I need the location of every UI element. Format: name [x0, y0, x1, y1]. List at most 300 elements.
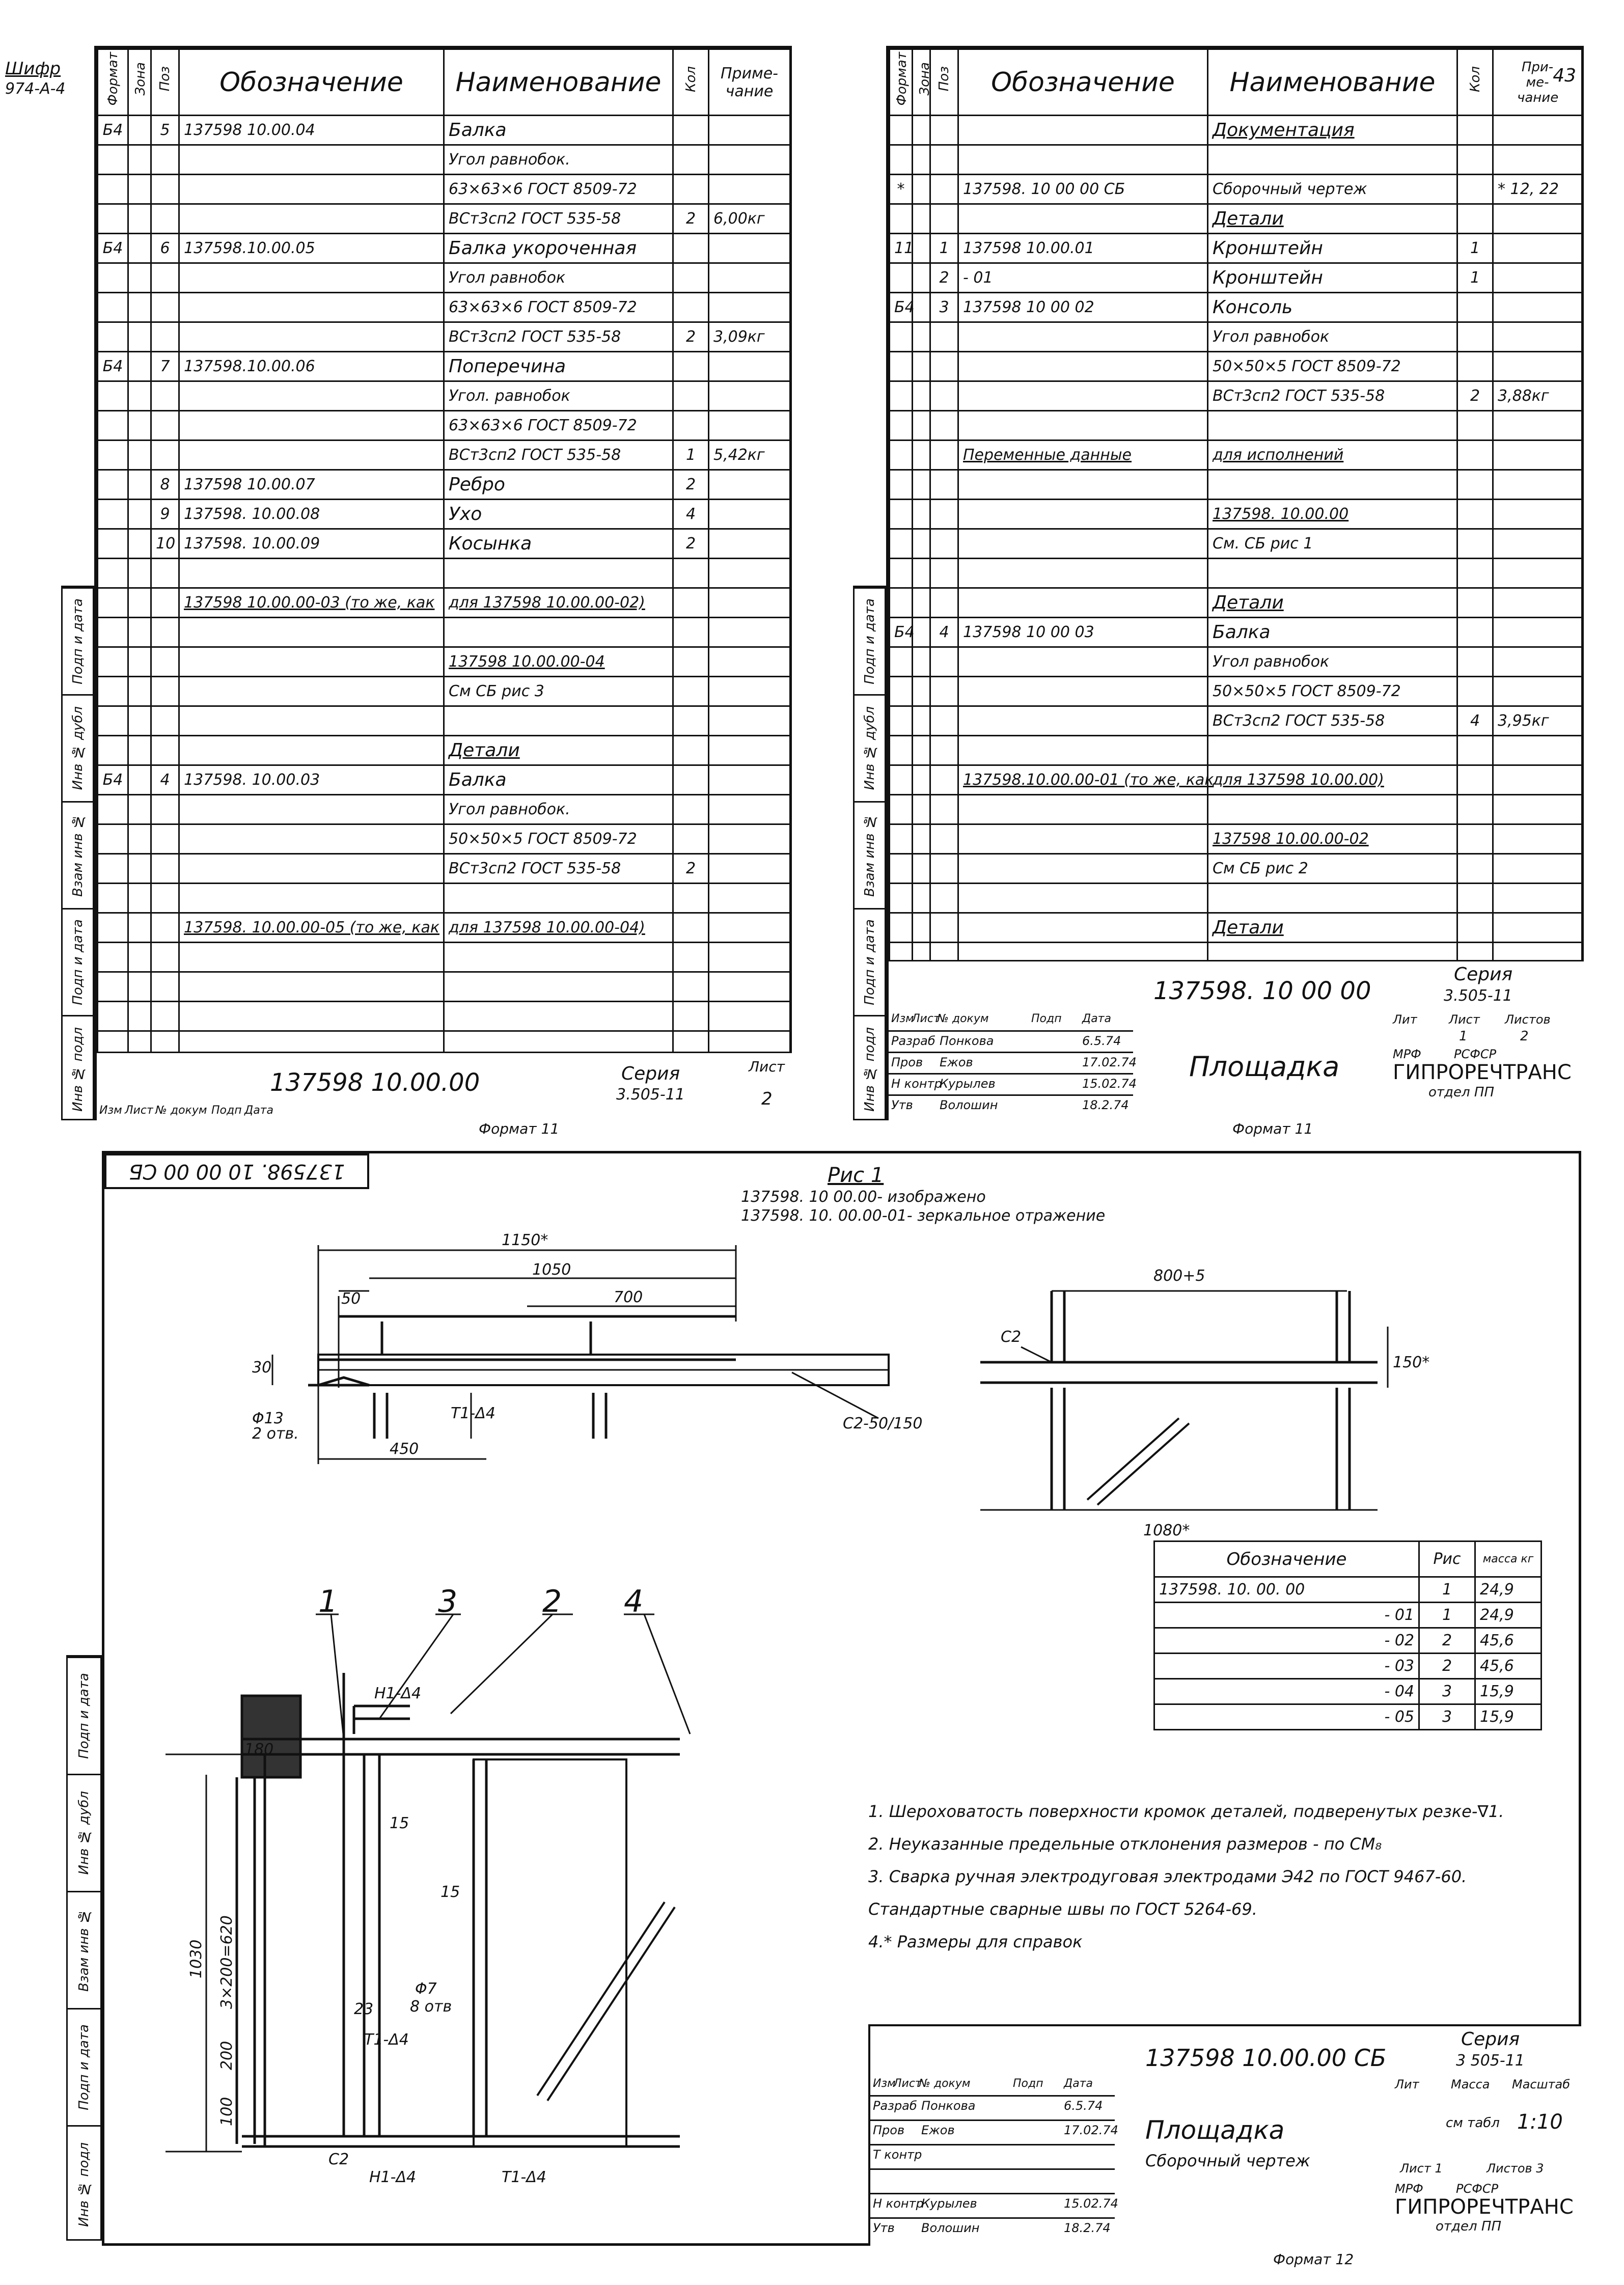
right-cell-fmt [890, 470, 913, 500]
right-row [890, 204, 1582, 234]
left-cell-name: ВСт3сп2 ГОСТ 535-58 [444, 441, 673, 470]
right-cell-note [1493, 411, 1582, 441]
stamp-row [889, 1052, 1137, 1073]
right-stamp-sign: Подп [1031, 1012, 1062, 1025]
left-cell-zone [128, 765, 151, 795]
left-cell-des: 137598. 10.00.00-05 (то же, как [179, 913, 444, 943]
right-cell-name: Балка [1208, 618, 1457, 647]
left-row [98, 411, 790, 441]
right-cell-des [958, 647, 1208, 677]
left-cell-zone [128, 854, 151, 884]
stamp-role: Пров [873, 2123, 905, 2137]
note-line: 1. Шероховатость поверхности кромок деталей, подверенутых резке-∇1. [868, 1802, 1504, 1821]
left-cell-note: 3,09кг [709, 322, 790, 352]
right-cell-fmt [890, 913, 913, 943]
variants-table [1153, 1540, 1542, 1730]
left-cell-des [179, 175, 444, 204]
left-row [98, 175, 790, 204]
dim-50: 50 [341, 1290, 361, 1308]
left-cell-fmt: Б4 [98, 352, 128, 381]
left-cell-note [709, 706, 790, 736]
right-cell-name [1208, 736, 1457, 765]
stamp-name: Волошин [921, 2221, 980, 2235]
stamp-date: 18.2.74 [1064, 2221, 1111, 2235]
left-cell-zone [128, 824, 151, 854]
dim-800: 800+5 [1153, 1267, 1205, 1285]
right-cell-qty [1457, 175, 1493, 204]
left-cell-des [179, 145, 444, 175]
right-cell-qty [1457, 441, 1493, 470]
right-cell-zone [913, 824, 930, 854]
dim-200: 200 [218, 2041, 236, 2070]
left-cell-zone [128, 293, 151, 322]
stamp-role: Н контр [873, 2196, 924, 2211]
right-cell-fmt [890, 381, 913, 411]
left-cell-fmt [98, 263, 128, 293]
right-stamp-org2: РСФСР [1454, 1047, 1497, 1061]
stamp-date: 6.5.74 [1064, 2099, 1103, 2113]
left-row [98, 647, 790, 677]
dim-30: 30 [252, 1359, 272, 1376]
stamp-name: Курылев [940, 1077, 996, 1091]
left-footer-stamp [97, 1052, 792, 1120]
right-cell-note [1493, 647, 1582, 677]
right-cell-qty [1457, 765, 1493, 795]
vt-col-designation: Обозначение [1154, 1541, 1419, 1577]
left-cell-zone [128, 618, 151, 647]
left-cell-qty: 1 [673, 441, 709, 470]
stamp-name: Курылев [921, 2196, 977, 2211]
left-cell-name: Ребро [444, 470, 673, 500]
left-cell-fmt: Б4 [98, 765, 128, 795]
right-stamp-docnum: № докум [937, 1012, 989, 1025]
stamp-role: Утв [873, 2221, 895, 2235]
left-cell-fmt [98, 647, 128, 677]
left-row [98, 706, 790, 736]
right-cell-des [958, 145, 1208, 175]
right-cell-name [1208, 559, 1457, 588]
left-row [98, 441, 790, 470]
left-cell-name: ВСт3сп2 ГОСТ 535-58 [444, 204, 673, 234]
left-cell-name: Ухо [444, 500, 673, 529]
left-cell-pos [151, 1002, 179, 1031]
right-cell-note [1493, 559, 1582, 588]
right-cell-fmt: Б4 [890, 293, 913, 322]
right-cell-zone [913, 381, 930, 411]
right-cell-qty [1457, 529, 1493, 559]
right-cell-zone [913, 322, 930, 352]
right-row [890, 824, 1582, 854]
stamp-name: Понкова [921, 2099, 976, 2113]
left-cell-name: См СБ рис 3 [444, 677, 673, 706]
left-cell-note [709, 854, 790, 884]
left-cell-pos [151, 972, 179, 1002]
stamp-name: Ежов [940, 1055, 973, 1069]
stamp-role: Разраб [891, 1034, 935, 1048]
right-cell-des: 137598 10.00.01 [958, 234, 1208, 263]
right-cell-pos [930, 884, 958, 913]
right-row [890, 647, 1582, 677]
right-cell-fmt [890, 116, 913, 145]
left-cell-qty [673, 381, 709, 411]
left-cell-pos [151, 647, 179, 677]
right-cell-pos [930, 352, 958, 381]
left-cell-name: Угол. равнобок [444, 381, 673, 411]
right-cell-name [1208, 795, 1457, 824]
right-cell-qty [1457, 618, 1493, 647]
variant-cell: - 03 [1154, 1654, 1419, 1679]
dim-15a: 15 [390, 1814, 409, 1832]
right-cell-note: * 12, 22 [1493, 175, 1582, 204]
col-qty: Кол [683, 66, 699, 92]
asm-stamp-sign: Подп [1013, 2077, 1043, 2090]
left-cell-zone [128, 381, 151, 411]
left-row [98, 529, 790, 559]
left-cell-pos [151, 677, 179, 706]
asm-stamp-org2: РСФСР [1456, 2182, 1499, 2196]
left-cell-name: Угол равнобок [444, 263, 673, 293]
right-cell-note: 3,88кг [1493, 381, 1582, 411]
right-cell-des [958, 204, 1208, 234]
right-stamp-org3: ГИПРОРЕЧТРАНС [1393, 1061, 1572, 1084]
left-cell-note [709, 972, 790, 1002]
left-cell-des: 137598.10.00.05 [179, 234, 444, 263]
right-row [890, 322, 1582, 352]
right-cell-des [958, 470, 1208, 500]
side-label: Подп и дата [862, 598, 877, 684]
left-cell-zone [128, 470, 151, 500]
left-cell-zone [128, 116, 151, 145]
right-cell-qty [1457, 411, 1493, 441]
right-cell-fmt [890, 588, 913, 618]
stamp-name: Понкова [940, 1034, 994, 1048]
r-col-format: Формат [894, 52, 910, 106]
left-cell-qty [673, 943, 709, 972]
right-cell-note [1493, 854, 1582, 884]
right-cell-name: Угол равнобок [1208, 647, 1457, 677]
right-cell-pos [930, 706, 958, 736]
side-label: Подп и дата [70, 919, 86, 1005]
left-cell-fmt [98, 972, 128, 1002]
right-cell-zone [913, 884, 930, 913]
right-cell-fmt: * [890, 175, 913, 204]
asm-stamp-title: Площадка [1145, 2115, 1285, 2145]
side-label: Инв № подл [70, 1027, 86, 1112]
stamp-role: Т контр [873, 2148, 922, 2162]
r-col-note: При-ме-чание [1517, 59, 1559, 105]
left-cell-fmt: Б4 [98, 116, 128, 145]
right-cell-note [1493, 588, 1582, 618]
right-cell-zone [913, 647, 930, 677]
right-cell-name: Документация [1208, 116, 1457, 145]
left-cell-qty [673, 972, 709, 1002]
right-cell-pos [930, 854, 958, 884]
left-cell-des [179, 1002, 444, 1031]
vt-col-fig: Рис [1419, 1541, 1475, 1577]
asm-stamp-list: Лист 1 [1400, 2161, 1443, 2176]
variant-row [1154, 1679, 1542, 1704]
left-cell-qty: 2 [673, 204, 709, 234]
left-cell-pos [151, 175, 179, 204]
left-cell-des [179, 441, 444, 470]
left-cell-pos [151, 588, 179, 618]
left-cell-name: Угол равнобок. [444, 795, 673, 824]
right-row [890, 765, 1582, 795]
left-cell-qty [673, 795, 709, 824]
left-cell-qty [673, 234, 709, 263]
left-cell-des [179, 618, 444, 647]
left-cell-name [444, 618, 673, 647]
variant-row [1154, 1704, 1542, 1730]
left-row [98, 618, 790, 647]
right-row [890, 234, 1582, 263]
right-cell-qty [1457, 884, 1493, 913]
right-cell-zone [913, 588, 930, 618]
stamp-row [870, 2193, 1118, 2217]
bottom-side-labels [66, 1655, 102, 2241]
right-cell-des: Переменные данные [958, 441, 1208, 470]
right-row [890, 795, 1582, 824]
right-row [890, 677, 1582, 706]
left-cell-zone [128, 943, 151, 972]
right-cell-fmt [890, 884, 913, 913]
right-cell-name: Детали [1208, 913, 1457, 943]
left-cell-qty [673, 677, 709, 706]
left-footer-list: Лист [125, 1104, 153, 1117]
left-cell-pos [151, 795, 179, 824]
left-row [98, 913, 790, 943]
left-cell-note [709, 647, 790, 677]
right-stamp-org4: отдел ПП [1428, 1085, 1495, 1100]
left-row [98, 854, 790, 884]
stamp-row [889, 1073, 1137, 1094]
left-cell-pos [151, 559, 179, 588]
left-row [98, 736, 790, 765]
left-cell-fmt [98, 145, 128, 175]
left-cell-name: Угол равнобок. [444, 145, 673, 175]
side-label-cell [68, 1891, 100, 2008]
left-cell-fmt [98, 677, 128, 706]
right-cell-name [1208, 411, 1457, 441]
left-row [98, 293, 790, 322]
asm-stamp-series-label: Серия [1461, 2029, 1520, 2050]
side-label: Подп и дата [76, 2024, 92, 2110]
right-cell-name: 137598. 10.00.00 [1208, 500, 1457, 529]
right-cell-name [1208, 884, 1457, 913]
plan-view-top [308, 1296, 889, 1439]
right-cell-name [1208, 145, 1457, 175]
left-cell-fmt [98, 706, 128, 736]
left-cell-zone [128, 352, 151, 381]
side-label: Подп и дата [862, 919, 877, 1005]
right-spec-table [889, 48, 1583, 973]
right-row [890, 588, 1582, 618]
left-cell-note [709, 824, 790, 854]
side-label-cell [855, 587, 885, 694]
right-cell-qty [1457, 470, 1493, 500]
right-cell-fmt [890, 145, 913, 175]
stamp-row [870, 2168, 1115, 2193]
left-cell-fmt [98, 618, 128, 647]
stamp-name: Волошин [940, 1098, 998, 1112]
r-col-designation: Обозначение [958, 49, 1208, 116]
asm-stamp-collist: Лист [893, 2077, 922, 2090]
variant-cell: - 04 [1154, 1679, 1419, 1704]
right-cell-fmt [890, 411, 913, 441]
left-cell-note [709, 618, 790, 647]
right-stamp-org1: МРФ [1393, 1047, 1421, 1061]
right-stamp-lists: Листов [1505, 1012, 1551, 1027]
asm-stamp-mass: Масса [1451, 2077, 1490, 2091]
side-label-cell [855, 1015, 885, 1122]
side-label-cell [855, 801, 885, 908]
right-cell-des: 137598 10 00 02 [958, 293, 1208, 322]
left-cell-name [444, 706, 673, 736]
left-cell-pos: 6 [151, 234, 179, 263]
left-cell-pos [151, 263, 179, 293]
left-row [98, 884, 790, 913]
left-footer-sheet-label: Лист [749, 1058, 785, 1075]
right-cell-zone [913, 795, 930, 824]
left-cell-des: 137598 10.00.00-03 (то же, как [179, 588, 444, 618]
left-side-labels [61, 586, 94, 1120]
figure-subtitle-1: 137598. 10 00.00- изображено [741, 1188, 986, 1206]
left-row [98, 322, 790, 352]
asm-stamp-mass-val: см табл [1446, 2115, 1500, 2131]
right-cell-note [1493, 145, 1582, 175]
right-cell-zone [913, 293, 930, 322]
right-cell-zone [913, 706, 930, 736]
stamp-date: 6.5.74 [1082, 1034, 1121, 1048]
left-cell-name [444, 1002, 673, 1031]
right-cell-zone [913, 500, 930, 529]
left-footer-series: 3.505-11 [616, 1086, 685, 1104]
left-footer-date: Дата [244, 1104, 273, 1117]
right-cell-name: для исполнений [1208, 441, 1457, 470]
vt-col-mass: масса кг [1475, 1541, 1542, 1577]
left-cell-zone [128, 204, 151, 234]
right-cell-des [958, 500, 1208, 529]
left-format-caption: Формат 11 [479, 1120, 560, 1137]
asm-stamp-org3: ГИПРОРЕЧТРАНС [1395, 2195, 1574, 2219]
right-cell-des: 137598 10 00 03 [958, 618, 1208, 647]
right-cell-pos [930, 913, 958, 943]
left-cell-des [179, 411, 444, 441]
left-footer-sign: Подп [211, 1104, 242, 1117]
right-cell-pos [930, 588, 958, 618]
left-cell-qty [673, 411, 709, 441]
left-cell-qty [673, 175, 709, 204]
right-row [890, 736, 1582, 765]
stamp-row [870, 2119, 1118, 2144]
left-cell-qty: 4 [673, 500, 709, 529]
left-cell-name: 137598 10.00.00-04 [444, 647, 673, 677]
left-row [98, 765, 790, 795]
right-cell-fmt [890, 736, 913, 765]
stamp-role: Пров [891, 1055, 923, 1069]
variant-row [1154, 1603, 1542, 1628]
left-cell-note [709, 293, 790, 322]
col-zone: Зона [133, 62, 148, 96]
asm-stamp-series: 3 505-11 [1456, 2052, 1525, 2070]
left-cell-qty [673, 293, 709, 322]
right-stamp-lists-val: 2 [1520, 1029, 1529, 1044]
side-label-cell [68, 1657, 100, 1774]
right-cell-name: ВСт3сп2 ГОСТ 535-58 [1208, 381, 1457, 411]
side-label-cell [63, 1015, 93, 1122]
right-cell-qty [1457, 736, 1493, 765]
right-row [890, 352, 1582, 381]
variant-cell: 45,6 [1475, 1654, 1542, 1679]
left-cell-pos: 9 [151, 500, 179, 529]
right-cell-qty [1457, 647, 1493, 677]
left-cell-note [709, 500, 790, 529]
left-row [98, 677, 790, 706]
left-cell-note [709, 234, 790, 263]
right-stamp-title: Площадка [1189, 1051, 1340, 1083]
left-cell-pos [151, 943, 179, 972]
figure-subtitle-2: 137598. 10. 00.00-01- зеркальное отражение [741, 1207, 1106, 1225]
right-cell-qty: 1 [1457, 263, 1493, 293]
left-row [98, 381, 790, 411]
pos-mark-4: 4 [624, 1584, 644, 1619]
right-cell-name: Кронштейн [1208, 263, 1457, 293]
left-row [98, 204, 790, 234]
left-cell-qty [673, 1002, 709, 1031]
left-cell-note [709, 263, 790, 293]
asm-stamp-doc: 137598 10.00.00 СБ [1145, 2044, 1387, 2072]
left-cell-note [709, 795, 790, 824]
left-footer-docnum: № докум [155, 1104, 207, 1117]
left-cell-name [444, 972, 673, 1002]
left-cell-name: Детали [444, 736, 673, 765]
left-row [98, 1002, 790, 1031]
right-stamp-collist: Лист [912, 1012, 940, 1025]
right-cell-name: Детали [1208, 588, 1457, 618]
side-label-cell [68, 2008, 100, 2125]
left-row [98, 263, 790, 293]
left-cell-note [709, 736, 790, 765]
left-cell-fmt [98, 381, 128, 411]
left-cell-des [179, 972, 444, 1002]
side-label: Взам инв № [76, 1909, 92, 1992]
left-cell-note [709, 352, 790, 381]
right-row [890, 618, 1582, 647]
left-cell-pos: 8 [151, 470, 179, 500]
asm-stamp-izm: Изм [873, 2077, 896, 2090]
right-cell-zone [913, 913, 930, 943]
left-cell-name: для 137598 10.00.00-02) [444, 588, 673, 618]
left-cell-fmt [98, 795, 128, 824]
dim-700: 700 [614, 1288, 643, 1306]
side-label-cell [63, 587, 93, 694]
left-cell-zone [128, 677, 151, 706]
side-label: Инв № подл [862, 1027, 877, 1112]
weld-h1-b: Н1-Δ4 [369, 2168, 417, 2186]
left-spec-table [97, 48, 791, 1061]
right-cell-qty [1457, 559, 1493, 588]
dim-1050: 1050 [532, 1261, 571, 1279]
right-cell-note [1493, 352, 1582, 381]
right-spec-body [890, 116, 1582, 972]
col-pos: Поз [157, 66, 173, 92]
right-cell-note [1493, 736, 1582, 765]
right-cell-des [958, 824, 1208, 854]
phi-7: Φ7 [415, 1980, 437, 1998]
stamp-date: 17.02.74 [1064, 2123, 1118, 2137]
right-cell-fmt [890, 647, 913, 677]
right-cell-zone [913, 234, 930, 263]
